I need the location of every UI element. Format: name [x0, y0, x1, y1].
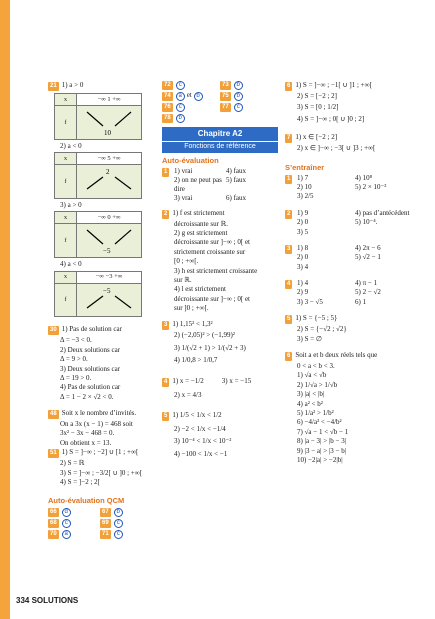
exercise-number: 7: [287, 135, 291, 142]
exercise-number: 3: [164, 322, 168, 329]
answer-line: 2) g est strictement: [174, 228, 228, 237]
exercise-number: 71: [102, 531, 109, 538]
answer-item: 1) 4: [297, 279, 309, 288]
answer-item: 5) 2 − √2: [355, 288, 381, 297]
page-footer: [16, 596, 78, 606]
page-number: 334: [16, 596, 30, 605]
answer-letter: b: [234, 81, 243, 90]
exercise-number: 4: [287, 281, 291, 288]
answer-line: 4) S = ]−2 ; 2[: [60, 478, 100, 487]
answer-item: 1) 9: [297, 208, 309, 217]
answer-item: 2) 0: [297, 253, 309, 262]
exercise-number: 76: [164, 104, 171, 110]
answer-letter: c: [234, 103, 243, 112]
answer-line: 9) |3 − a| > |3 − b|: [297, 446, 347, 455]
answer-item: 3) vrai: [174, 194, 193, 203]
exercise-number: 21: [50, 83, 57, 89]
answer-letter: c: [176, 103, 185, 112]
answer-line: sur ]0 ; +∞[.: [174, 304, 209, 313]
variation-table-3: [54, 211, 142, 258]
answer-line: 1) √a < √b: [297, 371, 327, 380]
answer-line: 1) S = ]−∞ ; −2] ∪ [1 ; +∞[: [61, 448, 139, 457]
qcm-answers-top: [162, 80, 278, 123]
section-title: Auto-évaluation: [162, 155, 219, 165]
answer-letter: c: [176, 81, 185, 90]
answer-line: 1) 1,15² < 1,3²: [172, 320, 213, 329]
side-color-band: [0, 0, 10, 619]
answer-item: [355, 192, 413, 200]
answer-line: décroissante sur ]−∞ ; 0[ et: [174, 294, 250, 303]
answer-item: [355, 263, 413, 271]
answer-line: 1) x = −1/2: [172, 376, 204, 385]
exercise-number: 68: [50, 520, 57, 527]
answer-line: 4) −100 < 1/x < −1: [174, 449, 228, 458]
answer-line: 2) 1/√a > 1/√b: [297, 380, 338, 389]
answer-line: Soit x le nombre d’invités.: [61, 409, 137, 418]
table-extremum: −5: [103, 286, 111, 295]
answer-line: 2) Deux solutions car: [60, 345, 121, 354]
exercise-number: 66: [50, 509, 57, 516]
exercise-number: 73: [222, 82, 229, 88]
answer-item: [355, 228, 413, 236]
answer-line: 4) l est strictement: [174, 285, 226, 294]
answer-item: 2) on ne peut pas dire: [174, 176, 222, 193]
answer-item: 1) vrai: [174, 166, 193, 175]
chapter-subtitle: Fonctions de référence: [162, 142, 278, 153]
exercise-number: 75: [222, 93, 229, 99]
table-f-label: f: [55, 165, 77, 199]
answer-line: 4) a² < b²: [297, 399, 323, 408]
answer-item: 4) 2π − 6: [355, 243, 381, 252]
exercise-number: 51: [50, 450, 57, 457]
answer-line: 3) S = [0 ; 1/2]: [297, 103, 339, 112]
exercise-number: 6: [287, 353, 291, 360]
answer-line: strictement croissante sur: [174, 247, 246, 256]
case-label: 4) a < 0: [60, 260, 82, 269]
answer-item: 1) 8: [297, 243, 309, 252]
answer-line: 2) (−2,05)² > (−1,99)²: [174, 331, 235, 340]
chapter-title: Chapitre A2: [162, 127, 278, 141]
case-label: 2) a < 0: [60, 141, 82, 150]
answer-line: Δ = 1 − 2 × √2 < 0.: [60, 392, 114, 401]
column-2: [162, 80, 278, 459]
answer-line: 10) −2|a| > −2|b|: [297, 455, 343, 464]
exercise-number: 67: [102, 509, 109, 516]
answer-letter: b: [114, 508, 123, 517]
table-f-label: f: [55, 224, 77, 258]
answer-item: 5) 10⁻⁴.: [355, 218, 378, 227]
answer-line: 1) S = ]−∞ ; −1[ ∪ ]1 ; +∞[: [295, 81, 372, 89]
answer-letter: c: [62, 519, 71, 528]
answer-letter: c: [114, 530, 123, 539]
answer-item: 4) 10⁸: [355, 173, 373, 182]
answer-line: On a 3x (x − 1) = 468 soit: [60, 420, 133, 429]
variation-arrows-icon: [79, 224, 139, 254]
answer-line: décroissante sur ]−∞ ; 0[ et: [174, 238, 250, 247]
answer-line: Δ = 19 > 0.: [60, 373, 92, 382]
answer-line: 8) |a − 3| > |b − 3|: [297, 437, 347, 446]
variation-table-1: [54, 93, 142, 140]
table-variation: [77, 224, 142, 258]
answer-line: 2) S = ℝ: [60, 459, 85, 468]
answer-line: 3) 1/(√2 + 1) > 1/(√2 + 3): [174, 343, 246, 352]
answer-line: 3) 10⁻⁴ < 1/x < 10⁻²: [174, 437, 232, 446]
answer-line: 2) S = {−√2 ; √2}: [297, 325, 347, 334]
exercise-number: 4: [164, 378, 168, 385]
answer-letter: d: [62, 508, 71, 517]
answer-item: 4) faux: [226, 166, 247, 175]
answer-item: 2) 9: [297, 288, 309, 297]
table-extremum: −5: [103, 247, 111, 255]
exercise-number: 6: [287, 83, 291, 89]
answer-grid: [297, 279, 413, 306]
answer-line: 2) x ∈ ]−∞ ; −3[ ∪ ]3 ; +∞[: [297, 144, 376, 153]
case-label: 3) a > 0: [60, 200, 82, 209]
table-x-label: x: [55, 271, 77, 283]
answer-line: 4) 1/0,8 > 1/0,7: [174, 356, 218, 365]
answer-line: 4) Pas de solution car: [60, 383, 121, 392]
qcm-answers: [48, 507, 152, 539]
answer-item: 3) 5: [297, 227, 309, 236]
exercise-number: 72: [164, 82, 171, 88]
qcm-title: Auto-évaluation QCM: [48, 496, 125, 506]
answer-line: 6) −4/a² < −4/b²: [297, 418, 342, 427]
answer-line: 1) S = {−5 ; 5}: [295, 314, 338, 323]
answer-line: Δ = −3 < 0.: [60, 336, 92, 345]
answer-item: 5) faux: [226, 176, 247, 185]
conjunction: et: [186, 91, 192, 99]
answer-item: 6) faux: [226, 194, 247, 203]
answer-line: [0 ; +∞[.: [174, 257, 199, 266]
answer-item: 4) π − 1: [355, 279, 378, 288]
answer-line: 3x² − 3x − 468 = 0.: [60, 429, 115, 438]
exercise-number: 1: [287, 175, 291, 182]
table-extremum: 2: [106, 168, 110, 177]
answer-item: 3) 3 − √5: [297, 297, 323, 306]
answer-letter: b: [194, 92, 203, 101]
exercise-number: 77: [222, 104, 229, 110]
variation-table-2: [54, 152, 142, 199]
answer-line: Δ = 9 > 0.: [60, 355, 88, 364]
variation-arrows-icon: [79, 165, 139, 195]
answer-line: 3) h est strictement croissante: [174, 266, 258, 275]
exercise-number: 2: [164, 210, 168, 217]
table-variation: [77, 283, 142, 317]
answer-item: 3) 2/5: [297, 192, 314, 201]
answer-line: 1) f est strictement: [172, 208, 225, 217]
answer-item: 4) pas d’antécédent: [355, 208, 410, 217]
answer-line: 1) x ∈ [−2 ; 2]: [295, 133, 338, 142]
answer-item: 1) 7: [297, 173, 309, 182]
answer-line: 2) x = 4/3: [174, 390, 202, 399]
section-title: S’entraîner: [285, 162, 325, 172]
exercise-number: 5: [164, 413, 168, 420]
table-variation: [77, 165, 142, 199]
exercise-number: 74: [164, 93, 171, 99]
answer-line: 7) √a − 1 < √b − 1: [297, 427, 349, 436]
table-f-label: f: [55, 106, 77, 140]
answer-line: 4) S = ]−∞ ; 0[ ∪ ]0 ; 2]: [297, 114, 365, 123]
table-extremum: 10: [104, 129, 111, 136]
answer-line: 1) Pas de solution car: [61, 325, 122, 334]
table-x-values: −∞ 5 +∞: [77, 153, 142, 165]
table-x-label: x: [55, 94, 77, 106]
answer-line: 2) S = [−2 ; 2]: [297, 92, 337, 100]
answer-line: 3) x = −15: [221, 376, 252, 385]
answer-line: 3) S = ]−∞ ; −3/2[ ∪ ]0 ; +∞[: [60, 468, 143, 477]
answer-letter: c: [114, 519, 123, 528]
variation-arrows-icon: [79, 106, 139, 136]
answer-line: Soit a et b deux réels tels que: [295, 351, 378, 360]
table-x-values: −∞ −3 +∞: [77, 271, 142, 283]
table-x-label: x: [55, 212, 77, 224]
answer-line: 0 < a < b < 3.: [297, 362, 335, 371]
answer-item: 3) 4: [297, 262, 309, 271]
exercise-number: 3: [287, 245, 291, 252]
table-f-label: f: [55, 283, 77, 317]
exercise-number: 48: [50, 411, 57, 418]
exercise-number: 30: [50, 327, 57, 334]
answer-letter: a: [62, 530, 71, 539]
answer-item: 2) 0: [297, 218, 309, 227]
answer-line: décroissante sur ℝ.: [174, 219, 228, 228]
column-3: [285, 80, 413, 465]
exercise-number: 5: [287, 316, 291, 323]
answer-item: 5) √2 − 1: [355, 253, 381, 262]
table-x-label: x: [55, 153, 77, 165]
table-variation: [77, 106, 142, 140]
variation-arrows-icon: [79, 284, 139, 314]
column-1: [48, 80, 152, 539]
table-x-values: −∞ 1 +∞: [77, 94, 142, 106]
answer-line: 1) 1/5 < 1/x < 1/2: [172, 411, 222, 420]
answer-item: 5) 2 × 10⁻³: [355, 182, 387, 191]
answer-line: 3) |a| < |b|: [297, 390, 325, 399]
answer-line: 3) S = ∅: [297, 334, 323, 343]
exercise-number: 1: [164, 168, 168, 175]
answer-line: sur ℝ.: [174, 275, 192, 284]
answer-letter: a: [176, 92, 185, 101]
exercise-number: 78: [164, 115, 171, 121]
answer-letter: b: [176, 114, 185, 123]
answer-line: On obtient x = 13.: [60, 438, 112, 447]
exercise-number: 69: [102, 520, 109, 527]
answer-item: 2) 10: [297, 182, 312, 191]
exercise-number: 70: [50, 531, 57, 538]
answer-grid: [297, 244, 413, 271]
case-label: 1) a > 0: [61, 81, 84, 89]
exercise-number: 2: [287, 210, 291, 217]
answer-letter: b: [234, 92, 243, 101]
answer-grid: [297, 174, 413, 201]
answer-line: 2) −2 < 1/x < −1/4: [174, 425, 226, 434]
answer-grid: [297, 209, 413, 236]
answer-line: 5) 1/a² > 1/b²: [297, 408, 334, 417]
table-x-values: −∞ 0 +∞: [77, 212, 142, 224]
answer-item: 6) 1: [355, 297, 367, 306]
answer-line: 3) Deux solutions car: [60, 364, 121, 373]
variation-table-4: [54, 271, 142, 318]
footer-label: SOLUTIONS: [31, 596, 79, 605]
answer-grid: [174, 167, 278, 203]
